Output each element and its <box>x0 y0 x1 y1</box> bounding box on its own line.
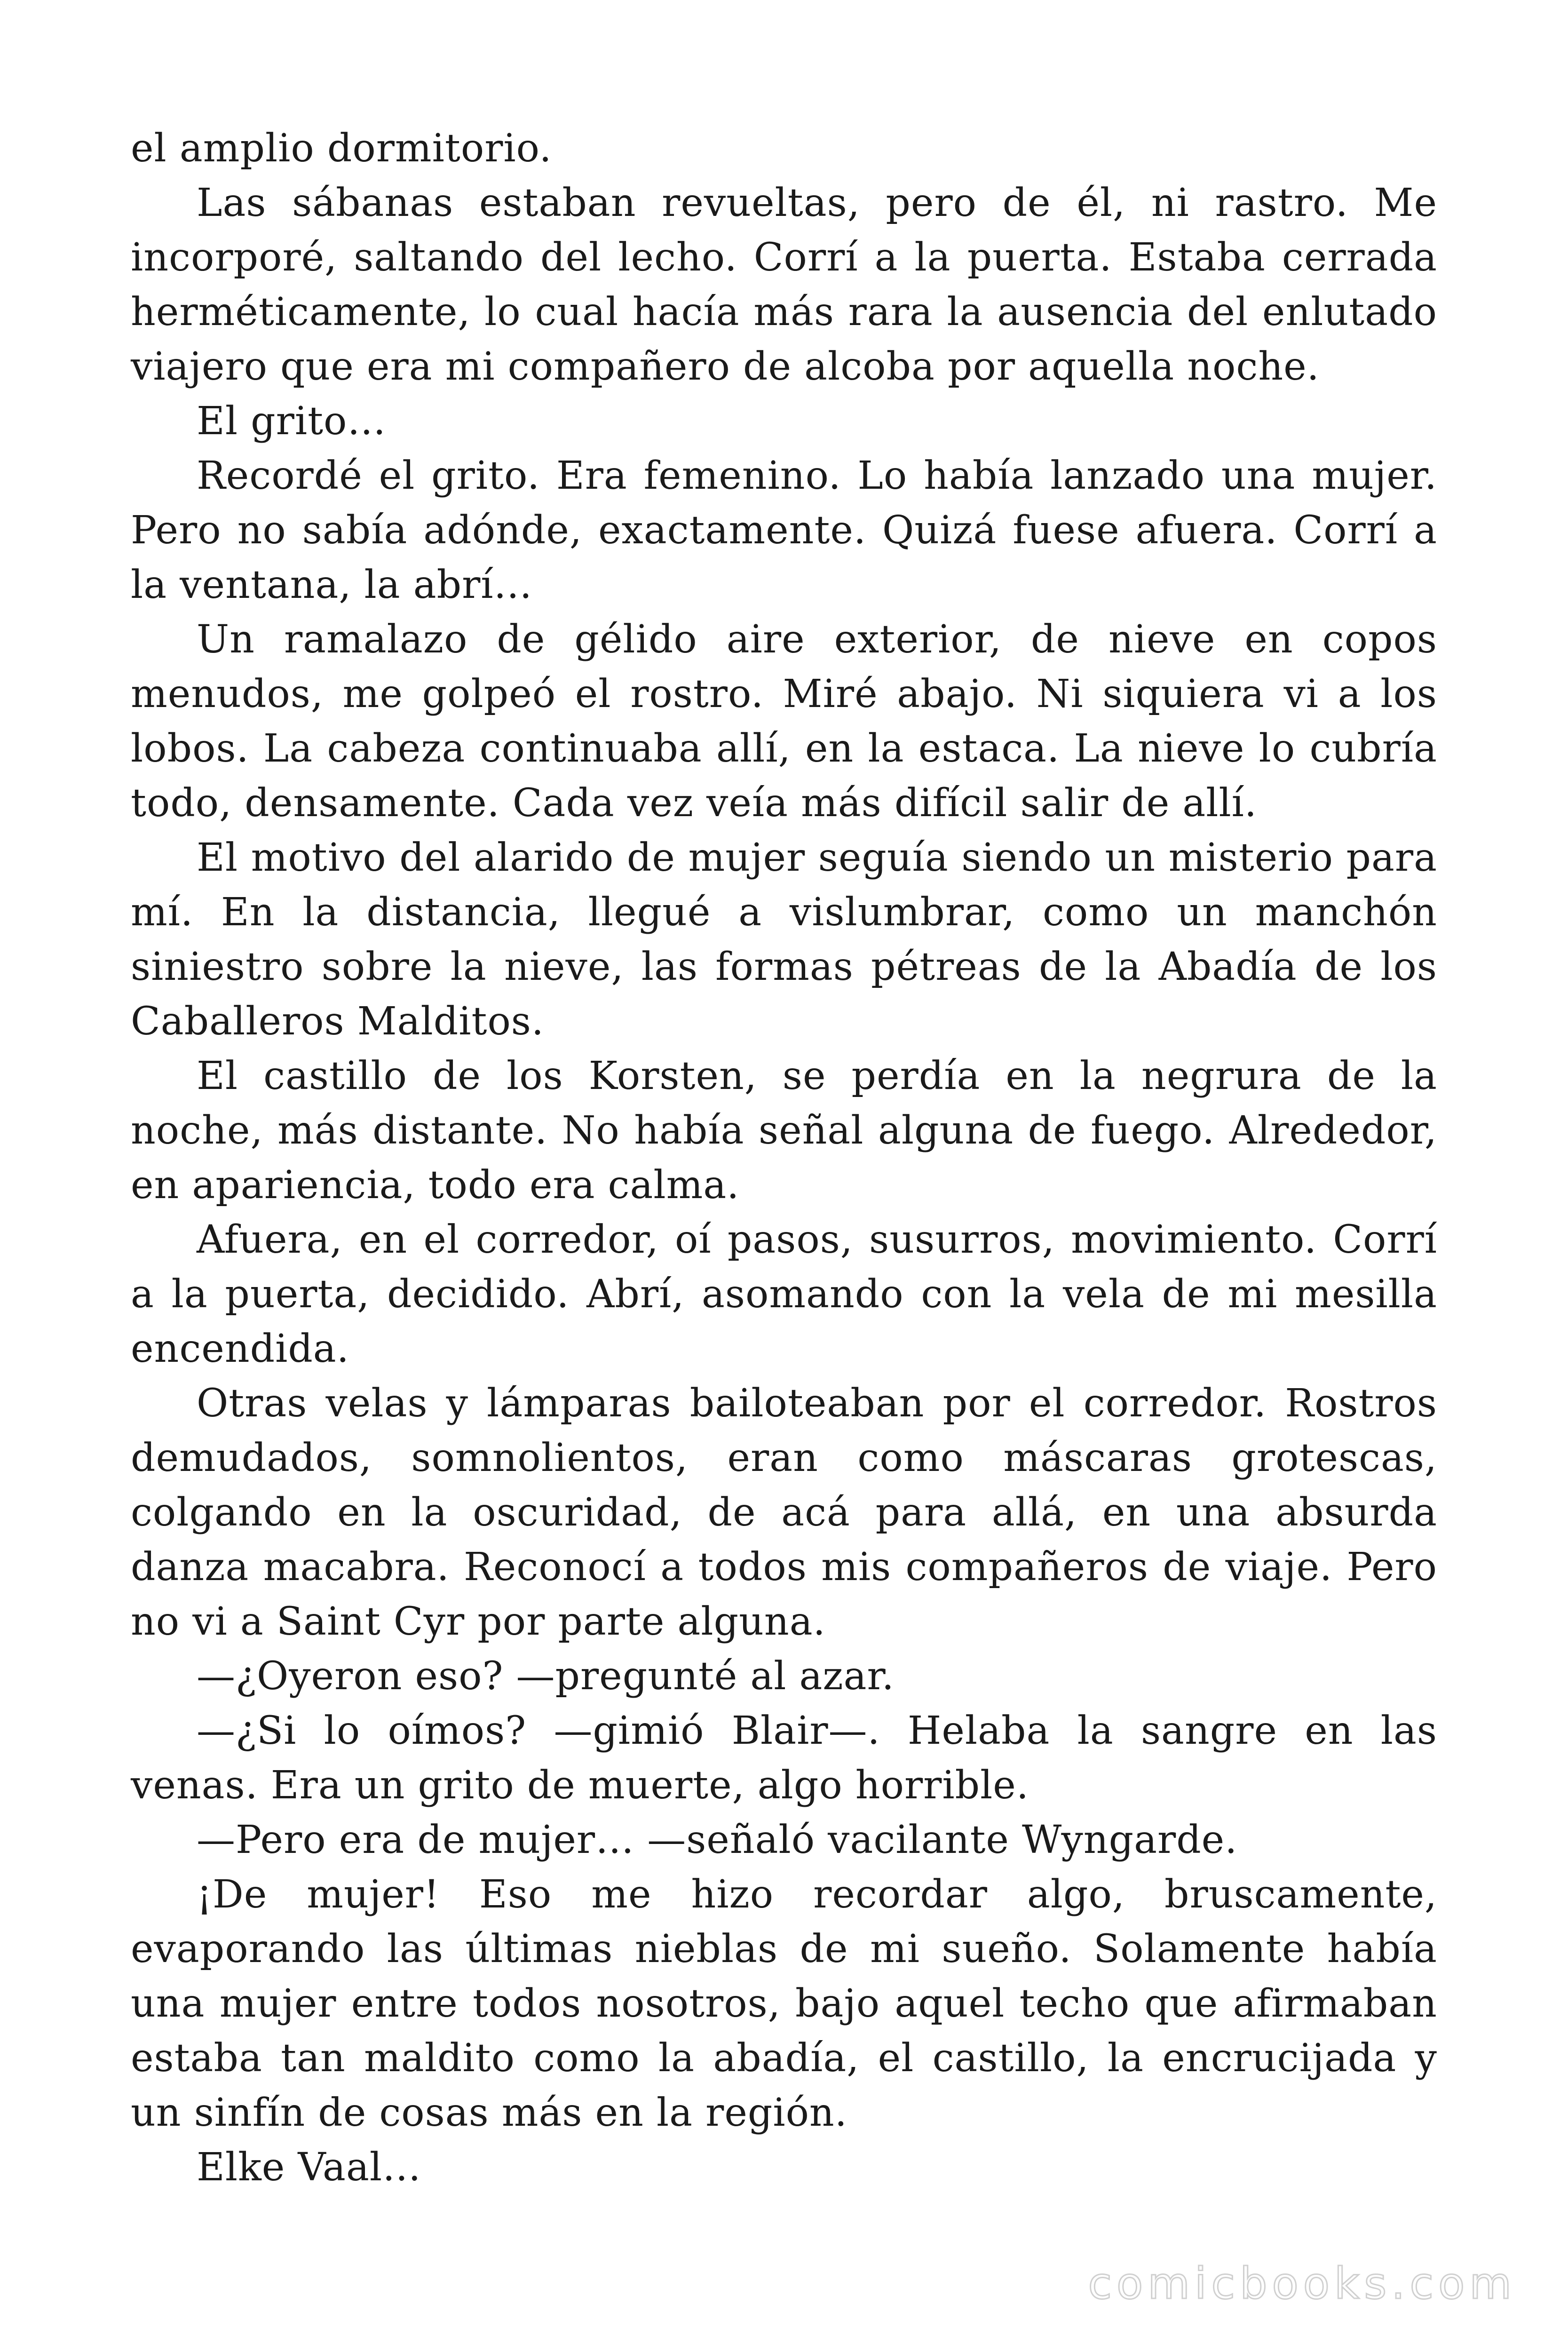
paragraph: Otras velas y lámparas bailoteaban por el corredor. Rostros demudados, somnolientos, eran como máscaras grotescas, colgando en la oscuridad, de acá para allá, en una absurda danza macabra. Reconocí a todos mis compañeros de viaje. Pero no vi a Saint Cyr por parte alguna. <box>131 1381 1437 1644</box>
paragraph: —¿Si lo oímos? —gimió Blair—. Helaba la sangre en las venas. Era un grito de muerte, algo horrible. <box>131 1708 1437 1808</box>
paragraph: El motivo del alarido de mujer seguía siendo un misterio para mí. En la distancia, llegué a vislumbrar, como un manchón siniestro sobre la nieve, las formas pétreas de la Abadía de los Caballeros Malditos. <box>131 835 1437 1044</box>
paragraph: El castillo de los Korsten, se perdía en la negrura de la noche, más distante. No había señal alguna de fuego. Alrededor, en apariencia, todo era calma. <box>131 1054 1437 1208</box>
watermark: comicbooks.com <box>1088 2258 1516 2309</box>
paragraph: —¿Oyeron eso? —pregunté al azar. <box>197 1654 895 1699</box>
paragraph: —Pero era de mujer… —señaló vacilante Wyngarde. <box>197 1818 1238 1862</box>
paragraph: Un ramalazo de gélido aire exterior, de nieve en copos menudos, me golpeó el rostro. Miré abajo. Ni siquiera vi a los lobos. La cabeza continuaba allí, en la estaca. La nieve lo cubría todo, densamente. Cada vez veía más difícil salir de allí. <box>131 617 1437 826</box>
paragraph: El grito… <box>197 399 387 444</box>
paragraph: el amplio dormitorio. <box>131 126 552 171</box>
paragraph: Afuera, en el corredor, oí pasos, susurros, movimiento. Corrí a la puerta, decidido. Abrí, asomando con la vela de mi mesilla encendida. <box>131 1217 1437 1371</box>
paragraph: Recordé el grito. Era femenino. Lo había lanzado una mujer. Pero no sabía adónde, exactamente. Quizá fuese afuera. Corrí a la ventana, la abrí… <box>131 453 1437 607</box>
paragraph: Las sábanas estaban revueltas, pero de él, ni rastro. Me incorporé, saltando del lecho. Corrí a la puerta. Estaba cerrada herméticamente, lo cual hacía más rara la ausencia del enlutado viajero que era mi compañero de alcoba por aquella noche. <box>131 181 1437 389</box>
body-text <box>131 121 1437 2195</box>
paragraph: ¡De mujer! Eso me hizo recordar algo, bruscamente, evaporando las últimas nieblas de mi sueño. Solamente había una mujer entre todos nosotros, bajo aquel techo que afirmaban estaba tan maldito como la abadía, el castillo, la encrucijada y un sinfín de cosas más en la región. <box>131 1872 1437 2135</box>
paragraph: Elke Vaal… <box>197 2145 422 2190</box>
